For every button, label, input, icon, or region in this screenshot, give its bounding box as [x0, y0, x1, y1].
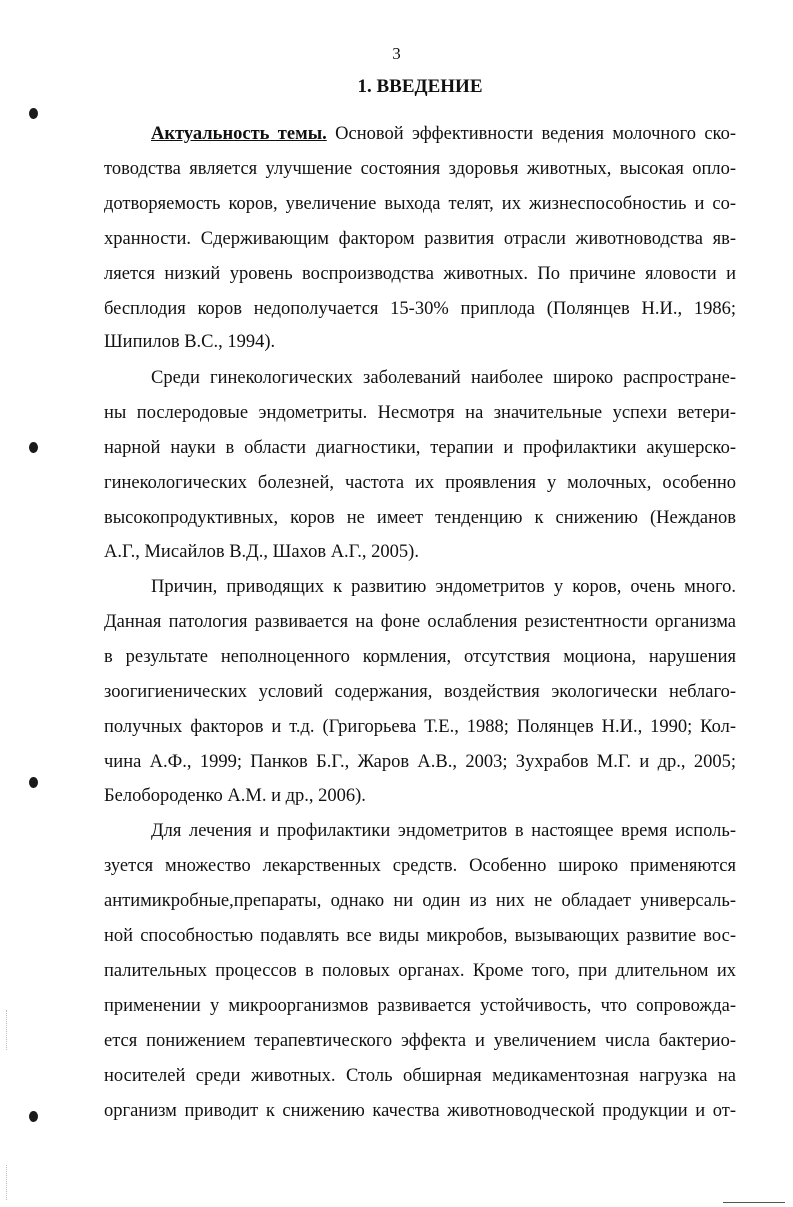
section-heading: 1. ВВЕДЕНИЕ	[357, 76, 483, 97]
text-line	[151, 122, 736, 146]
text-line: Белобороденко А.М. и др., 2006).	[104, 786, 366, 806]
text-line: Данная патология развивается на фоне ослабления резистентности организма	[104, 612, 736, 632]
text-line: хранности. Сдерживающим фактором развития отрасли животноводства яв-	[104, 229, 736, 249]
text-line: Среди гинекологических заболеваний наиболее широко распростране-	[151, 368, 736, 388]
text-line: Для лечения и профилактики эндометритов в настоящее время исполь-	[151, 821, 736, 841]
text-line: ной способностью подавлять все виды микробов, вызывающих развитие вос-	[104, 926, 736, 946]
text-line: носителей среди животных. Столь обширная медикаментозная нагрузка на	[104, 1066, 736, 1086]
binder-hole	[29, 442, 38, 453]
scan-edge-dots	[6, 1165, 8, 1200]
text-line-part: Основой эффективности ведения молочного ско-	[326, 124, 736, 144]
text-line: высокопродуктивных, коров не имеет тенденцию к снижению (Нежданов	[104, 508, 736, 528]
text-line: организм приводит к снижению качества животноводческой продукции и от-	[104, 1101, 736, 1121]
text-line: бесплодия коров недополучается 15-30% приплода (Полянцев Н.И., 1986;	[104, 299, 736, 319]
text-line: товодства является улучшение состояния здоровья животных, высокая опло-	[104, 159, 736, 179]
text-line: получных факторов и т.д. (Григорьева Т.Е., 1988; Полянцев Н.И., 1990; Кол-	[104, 717, 736, 737]
text-line: Причин, приводящих к развитию эндометритов у коров, очень много.	[151, 577, 736, 597]
binder-hole	[29, 1111, 38, 1122]
text-line: в результате неполноценного кормления, отсутствия моциона, нарушения	[104, 647, 736, 667]
text-line: А.Г., Мисайлов В.Д., Шахов А.Г., 2005).	[104, 542, 419, 562]
binder-hole	[29, 108, 38, 119]
scan-edge-dots	[6, 1010, 8, 1050]
text-line: зуется множество лекарственных средств. Особенно широко применяются	[104, 856, 736, 876]
text-line: палительных процессов в половых органах. Кроме того, при длительном их	[104, 961, 736, 981]
text-line: применении у микроорганизмов развивается устойчивость, что сопровожда-	[104, 996, 736, 1016]
text-line: ляется низкий уровень воспроизводства животных. По причине яловости и	[104, 264, 736, 284]
text-line: нарной науки в области диагностики, терапии и профилактики акушерско-	[104, 438, 736, 458]
text-line: ны послеродовые эндометриты. Несмотря на значительные успехи ветери-	[104, 403, 736, 423]
text-line: чина А.Ф., 1999; Панков Б.Г., Жаров А.В., 2003; Зухрабов М.Г. и др., 2005;	[104, 752, 736, 772]
binder-hole	[29, 777, 38, 788]
page-number: 3	[392, 44, 401, 63]
text-line: дотворяемость коров, увеличение выхода телят, их жизнеспособностиь и со-	[104, 194, 736, 214]
scan-edge-rule	[723, 1202, 785, 1203]
topic-label: Актуальность темы.	[151, 124, 327, 144]
text-line: гинекологических болезней, частота их проявления у молочных, особенно	[104, 473, 736, 493]
text-line: Шипилов В.С., 1994).	[104, 332, 276, 352]
text-line: зоогигиенических условий содержания, воздействия экологически неблаго-	[104, 682, 736, 702]
text-line: ется понижением терапевтического эффекта и увеличением числа бактерио-	[104, 1031, 736, 1051]
text-line: антимикробные,препараты, однако ни один из них не обладает универсаль-	[104, 891, 736, 911]
